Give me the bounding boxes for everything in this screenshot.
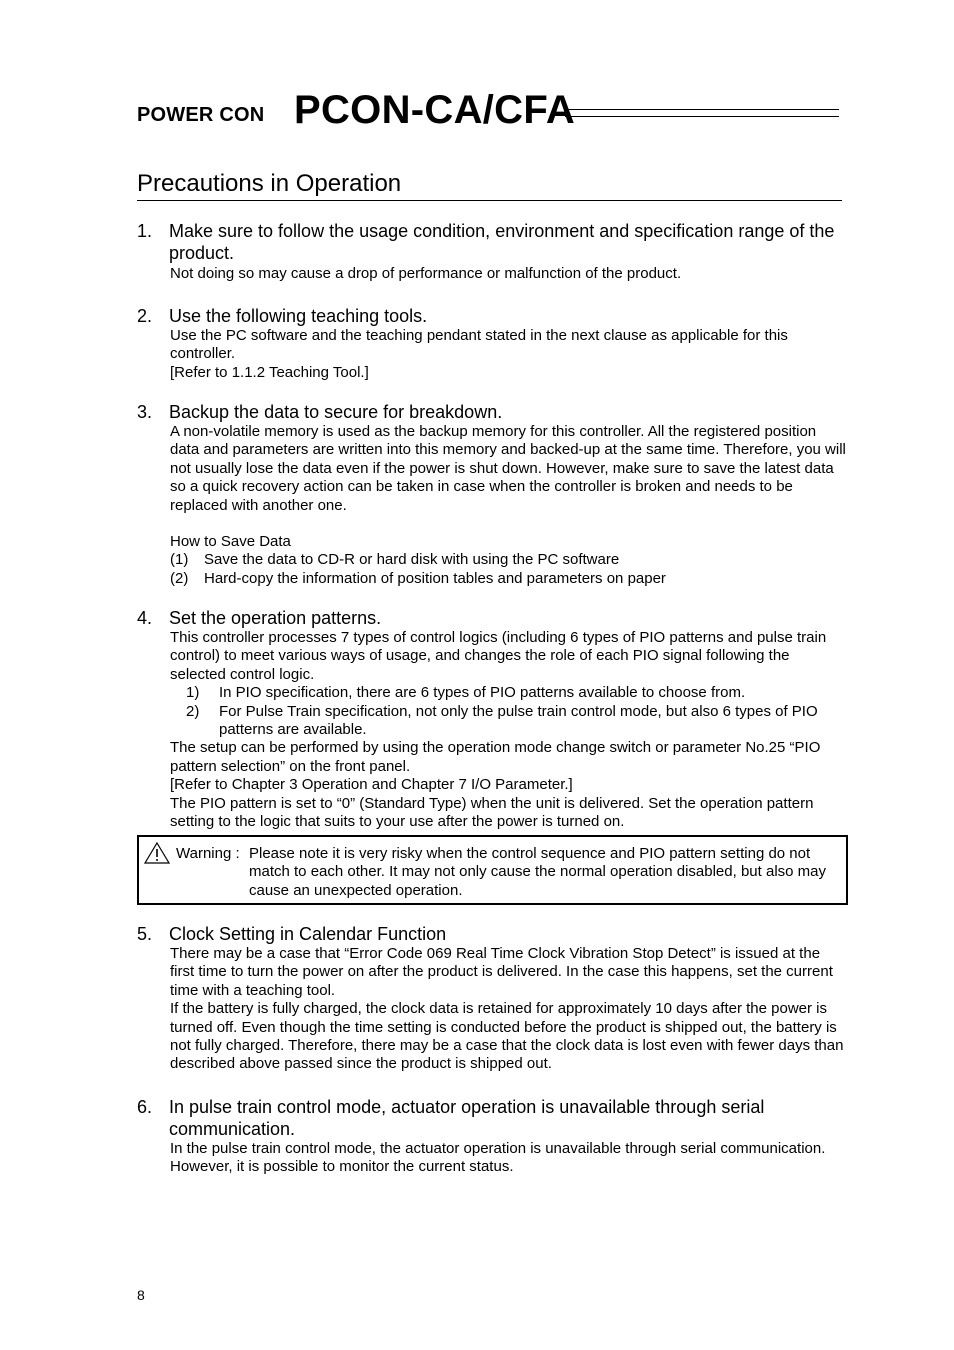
- warning-text: Please note it is very risky when the control sequence and PIO pattern setting do not match to each other. It may not only cause the normal operation disabled, but also may cause an unexpected operation.: [249, 845, 826, 899]
- item-body-3: [170, 423, 846, 588]
- warning-label: Warning :: [176, 845, 240, 862]
- paragraph: This controller processes 7 types of control logics (including 6 types of PIO patterns and pulse train control) to meet various ways of usage, and changes the role of each PIO signal following the selected control logic.: [170, 629, 827, 683]
- reference-note: [Refer to Chapter 3 Operation and Chapter 7 I/O Parameter.]: [170, 776, 573, 794]
- document-header: [137, 88, 842, 138]
- item-title: Use the following teaching tools.: [169, 306, 428, 326]
- item-title: Set the operation patterns.: [169, 608, 382, 628]
- list-marker: (2): [170, 569, 189, 587]
- list-text: For Pulse Train specification, not only the pulse train control mode, but also 6 types of PIO patterns are available.: [219, 702, 818, 739]
- paragraph: Not doing so may cause a drop of performance or malfunction of the product.: [170, 265, 682, 282]
- item-body-2: [170, 327, 846, 382]
- item-title: Backup the data to secure for breakdown.: [169, 402, 503, 422]
- item-body-5: [170, 945, 846, 1074]
- item-number: 6.: [137, 1097, 153, 1117]
- list-item: [170, 703, 846, 740]
- item-title: In pulse train control mode, actuator operation is unavailable through serial communication.: [169, 1097, 765, 1139]
- paragraph: In the pulse train control mode, the actuator operation is unavailable through serial communication. However, it is possible to monitor the current status.: [170, 1140, 826, 1176]
- section-divider: [137, 200, 842, 201]
- brand-name: POWER CON: [137, 104, 265, 126]
- list-marker: 1): [186, 684, 200, 702]
- item-body-4: [170, 629, 846, 831]
- paragraph: The PIO pattern is set to “0” (Standard Type) when the unit is delivered. Set the operation pattern setting to the logic that suits to your use after the power is turned on.: [170, 794, 814, 831]
- list-text: In PIO specification, there are 6 types of PIO patterns available to choose from.: [219, 684, 746, 702]
- reference-note: [Refer to 1.1.2 Teaching Tool.]: [170, 363, 369, 381]
- list-item: [170, 570, 846, 588]
- page-number: 8: [137, 1287, 145, 1303]
- header-rule: [565, 109, 839, 110]
- list-marker: 2): [186, 702, 200, 720]
- warning-box: [137, 835, 848, 905]
- list-item: [170, 684, 846, 702]
- list-marker: (1): [170, 551, 189, 569]
- list-text: Save the data to CD-R or hard disk with using the PC software: [204, 551, 620, 569]
- item-number: 3.: [137, 402, 153, 422]
- section-title: Precautions in Operation: [137, 170, 402, 197]
- item-body-1: [170, 265, 846, 283]
- item-body-6: [170, 1140, 846, 1177]
- item-title: Make sure to follow the usage condition, environment and specification range of the product.: [169, 221, 835, 263]
- paragraph: If the battery is fully charged, the clock data is retained for approximately 10 days after the power is turned off. Even though the time setting is conducted before the product is shipped out, the battery is not fully charged. Therefore, there may be a case that the clock data is lost even with fewer days than described above passed since the product is shipped out.: [170, 1000, 844, 1073]
- subheading: How to Save Data: [170, 533, 291, 551]
- warning-triangle-icon: [144, 842, 170, 864]
- product-model: PCON-CA/CFA: [294, 88, 576, 132]
- item-number: 2.: [137, 306, 153, 326]
- paragraph: A non-volatile memory is used as the backup memory for this controller. All the registered position data and parameters are written into this memory and backed-up at the same time. Therefore, you will not usually lose the data even if the power is shut down. However, make sure to save the latest data so a quick recovery action can be taken in case when the controller is broken and needs to be replaced with another one.: [170, 423, 846, 514]
- list-item: [170, 551, 846, 569]
- header-rule: [565, 116, 839, 117]
- item-number: 4.: [137, 608, 153, 628]
- item-title: Clock Setting in Calendar Function: [169, 924, 447, 944]
- paragraph: There may be a case that “Error Code 069 Real Time Clock Vibration Stop Detect” is issued at the first time to turn the power on after the product is delivered. In the case this happens, set the current time with a teaching tool.: [170, 945, 833, 999]
- paragraph: The setup can be performed by using the operation mode change switch or parameter No.25 “PIO pattern selection” on the front panel.: [170, 739, 821, 775]
- item-number: 1.: [137, 221, 153, 241]
- list-text: Hard-copy the information of position tables and parameters on paper: [204, 569, 666, 587]
- item-number: 5.: [137, 924, 153, 944]
- paragraph: Use the PC software and the teaching pendant stated in the next clause as applicable for this controller.: [170, 327, 788, 363]
